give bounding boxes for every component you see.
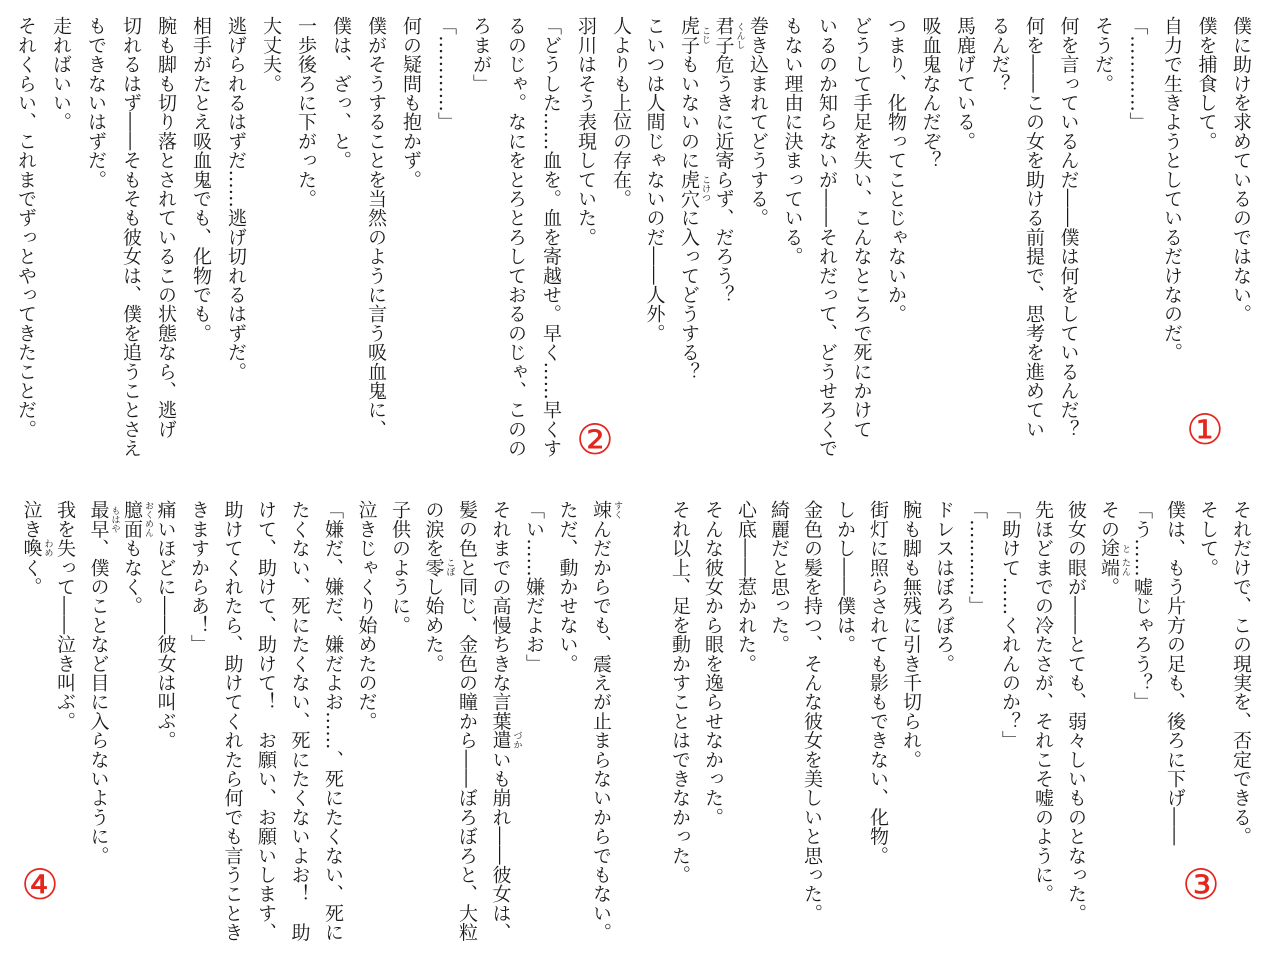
text-column	[288, 16, 323, 466]
ruby-group	[20, 538, 53, 558]
section-2-text	[8, 16, 638, 466]
text-segment: 我を失って――泣き叫ぶ。	[54, 500, 76, 731]
text-segment: く。	[20, 557, 43, 597]
text-segment: し始めた。	[422, 576, 445, 673]
text-column	[1224, 16, 1259, 466]
ruby-annotation: こけつ	[700, 175, 710, 203]
ruby-group	[1098, 557, 1130, 577]
text-segment: 馬鹿げている。	[954, 16, 976, 151]
text-segment: に入ってどうする？	[678, 208, 700, 381]
text-segment: んだからでも、震えが止まらないからでもない。	[590, 519, 612, 942]
text-segment: それくらい、これまでずっとやってきたことだ。	[15, 16, 37, 439]
text-segment: もない理由に決まっている。	[781, 16, 804, 266]
ruby-base-text: 喚	[20, 538, 43, 558]
section-marker-3: ③	[1182, 860, 1220, 909]
text-segment: 街灯に照らされても影もできない、化物。	[867, 500, 889, 865]
ruby-group	[678, 16, 710, 55]
text-column	[663, 500, 696, 950]
text-column	[810, 16, 845, 466]
ruby-annotation: わめ	[42, 539, 53, 557]
text-column	[113, 16, 148, 466]
text-segment: 人よりも上位の存在。	[610, 16, 632, 208]
text-segment: その	[1098, 500, 1120, 539]
text-segment: しかし――僕は。	[834, 500, 856, 654]
ruby-base-text: 虎子	[678, 16, 700, 55]
text-column	[828, 500, 861, 950]
text-segment: どうして手足を失い、こんなところで死にかけて	[850, 16, 873, 439]
ruby-base-text: 端	[1098, 557, 1120, 577]
text-column	[603, 16, 638, 466]
text-segment: 。	[1098, 576, 1120, 597]
text-column	[316, 500, 350, 950]
text-segment: 危うきに近寄らず、だろう？	[712, 54, 735, 305]
text-segment: 「…………」	[1126, 16, 1149, 132]
text-segment: もできないはずだ。	[85, 16, 107, 189]
text-column	[706, 16, 745, 466]
ruby-annotation: もはや	[109, 505, 120, 533]
text-column	[982, 16, 1017, 466]
text-segment: 何を――この女を助ける前提で、思考を進めてい	[1023, 16, 1045, 439]
text-segment: 僕は、もう片方の足も、後ろに下げ――	[1164, 500, 1186, 846]
text-segment: きますからあ！」	[188, 500, 210, 654]
text-segment: 僕に助けを求めているのではない。	[1230, 16, 1252, 324]
text-column	[1086, 16, 1121, 466]
text-segment: 綺麗だと思った。	[768, 500, 790, 654]
text-segment: 痛いほどに――彼女は叫ぶ。	[154, 500, 177, 750]
text-segment: そうだ。	[1092, 16, 1114, 93]
ruby-annotation: こじ	[700, 26, 710, 45]
ruby-group	[422, 557, 455, 577]
ruby-annotation: こぼ	[444, 558, 455, 577]
text-column	[1189, 16, 1224, 466]
text-segment: ろまが」	[470, 16, 492, 93]
text-segment: 「…………」	[966, 500, 988, 616]
text-segment: 大丈夫。	[260, 16, 282, 93]
text-column	[550, 500, 584, 950]
text-column	[498, 16, 533, 466]
text-segment: 自力で生きようとしているだけなのだ。	[1161, 16, 1183, 362]
text-column	[948, 16, 983, 466]
text-column	[1120, 16, 1155, 466]
text-segment: の涙を	[422, 500, 445, 558]
text-column	[393, 16, 428, 466]
ruby-annotation: たん	[1120, 558, 1130, 577]
section-3-text	[663, 500, 1257, 950]
text-segment: るのじゃ。なにをとろとろしておるのじゃ、このの	[505, 16, 527, 458]
text-segment: いるのか知らないが――それだって、どうせろくで	[816, 16, 838, 458]
text-segment: もいないのに	[678, 54, 700, 170]
text-segment: 金色の髪を持つ、そんな彼女を美しいと思った。	[801, 500, 823, 923]
section-4-text	[14, 500, 622, 950]
text-column	[960, 500, 993, 950]
text-segment: つまり、化物ってことじゃないか。	[885, 16, 907, 324]
text-segment: 僕がそうすることを当然のように言う吸血鬼に、	[365, 16, 387, 439]
text-column	[894, 500, 927, 950]
text-column	[81, 500, 120, 950]
text-segment: 腕も脚も無残に引き千切られ。	[900, 500, 922, 769]
text-segment: それだけで、この現実を、否定できる。	[1230, 500, 1252, 846]
ruby-group	[1098, 538, 1130, 558]
text-segment: ドレスはぼろぼろ。	[933, 500, 955, 673]
ruby-group	[712, 16, 745, 55]
text-segment: そんな彼女から眼を逸らせなかった。	[702, 500, 724, 827]
text-segment: 先ほどまでの冷たさが、それこそ嘘のように。	[1032, 500, 1054, 904]
text-column	[861, 500, 894, 950]
ruby-base-text: 遣	[489, 730, 512, 750]
text-segment: 切れるはず――そもそも彼女は、僕を追うことさえ	[120, 16, 142, 458]
text-column	[741, 16, 776, 466]
text-segment: 彼女の眼が――とても、弱々しいものとなった。	[1065, 500, 1087, 923]
ruby-base-text: 零	[422, 557, 445, 577]
text-column	[1224, 500, 1257, 950]
text-segment: 走ればいい。	[50, 16, 72, 132]
text-column	[282, 500, 316, 950]
text-column	[483, 500, 522, 950]
text-segment: 「どうした……血を。血を寄越せ。早く……早くす	[540, 16, 562, 458]
text-column	[517, 500, 551, 950]
text-column	[416, 500, 455, 950]
ruby-base-text: 臆面	[121, 500, 143, 539]
text-column	[672, 16, 710, 466]
text-column	[1051, 16, 1086, 466]
ruby-annotation: すく	[612, 500, 622, 519]
ruby-annotation: づか	[511, 731, 522, 749]
text-column	[696, 500, 729, 950]
text-segment: 助けてくれたら、助けてくれたら何でも言うことき	[221, 500, 244, 942]
text-segment: 僕を捕食して。	[1195, 16, 1218, 151]
text-column	[1092, 500, 1130, 950]
section-1-text	[637, 16, 1258, 466]
ruby-base-text: 虎穴	[678, 169, 700, 209]
text-column	[775, 16, 810, 466]
text-segment: 、僕のことなど目に入らないように。	[87, 538, 110, 865]
text-segment: 子供のように。	[389, 500, 411, 635]
text-segment: 逃げられるはずだ……逃げ切れるはずだ。	[225, 16, 247, 381]
text-column	[637, 16, 672, 466]
text-segment: 髪の色と同じ、金色の瞳から――ぼろぼろと、大粒	[456, 500, 478, 942]
text-column	[428, 16, 463, 466]
text-column	[182, 500, 216, 950]
text-segment: けて、助けて、助けて！ お願い、お願いします、	[255, 500, 277, 942]
section-marker-1: ①	[1186, 405, 1224, 454]
text-column	[148, 16, 183, 466]
text-column	[115, 500, 153, 950]
text-segment: るんだ？	[988, 16, 1011, 93]
ruby-base-text: 竦	[590, 500, 612, 520]
text-segment: もなく。	[121, 538, 143, 616]
text-segment: 吸血鬼なんだぞ？	[919, 16, 942, 170]
text-column	[913, 16, 948, 466]
text-column	[463, 16, 498, 466]
text-segment: 何を言っているんだ――僕は何をしているんだ？	[1057, 16, 1080, 439]
text-column	[1017, 16, 1052, 466]
text-column	[148, 500, 182, 950]
text-column	[568, 16, 603, 466]
text-column	[879, 16, 914, 466]
text-column	[762, 500, 795, 950]
text-column	[349, 500, 383, 950]
ruby-base-text: 君子	[712, 16, 735, 55]
text-column	[249, 500, 283, 950]
text-column	[1155, 16, 1190, 466]
text-segment: いも崩れ――彼女は、	[489, 749, 512, 942]
text-segment: 泣きじゃくり始めたのだ。	[355, 500, 378, 731]
text-segment: そして。	[1197, 500, 1219, 577]
text-segment: 「助けて……くれんのか？」	[999, 500, 1021, 750]
text-segment: 巻き込まれてどうする。	[747, 16, 769, 228]
text-column	[218, 16, 253, 466]
text-segment: 「う……嘘じゃろう？」	[1131, 500, 1153, 712]
ruby-group	[87, 500, 120, 539]
text-column	[183, 16, 218, 466]
text-segment: それ以上、足を動かすことはできなかった。	[669, 500, 691, 884]
text-column	[993, 500, 1026, 950]
text-segment: 「い……嫌だよお」	[523, 500, 545, 673]
ruby-group	[678, 169, 710, 209]
text-segment: 僕は、ざっ、と。	[330, 16, 352, 170]
text-column	[1059, 500, 1092, 950]
text-column	[215, 500, 249, 950]
text-column	[78, 16, 113, 466]
text-column	[323, 16, 358, 466]
text-segment: 何の疑問も抱かず。	[400, 16, 422, 189]
text-segment: 泣き	[20, 500, 43, 539]
text-segment: 相手がたとえ吸血鬼でも、化物でも。	[190, 16, 212, 343]
text-segment: 「…………」	[435, 16, 457, 132]
section-marker-4: ④	[21, 860, 59, 909]
section-marker-2: ②	[576, 415, 614, 464]
text-segment: ただ、動かせない。	[556, 500, 579, 673]
ruby-annotation: おくめん	[143, 501, 153, 538]
ruby-base-text: 最早	[87, 500, 110, 539]
text-segment: こいつは人間じゃないのだ――人外。	[643, 16, 666, 343]
text-column	[795, 500, 828, 950]
text-segment: 心底――惹かれた。	[735, 500, 757, 673]
text-column	[8, 16, 43, 466]
ruby-group	[489, 730, 522, 750]
text-segment: 「嫌だ、嫌だ、嫌だよお……、死にたくない、死に	[322, 500, 344, 942]
text-column	[584, 500, 622, 950]
text-column	[383, 500, 417, 950]
text-column	[43, 16, 78, 466]
text-segment: 羽川はそう表現していた。	[575, 16, 597, 247]
text-segment: たくない、死にたくない、死にたくないよお！ 助	[288, 500, 311, 942]
ruby-annotation: と	[1120, 543, 1130, 553]
text-column	[729, 500, 762, 950]
text-column	[358, 16, 393, 466]
text-column	[253, 16, 288, 466]
ruby-annotation: くんし	[734, 21, 745, 49]
ruby-group	[121, 500, 153, 539]
ruby-base-text: 途	[1098, 538, 1120, 558]
text-segment: 一歩後ろに下がった。	[295, 16, 317, 208]
text-column	[844, 16, 879, 466]
text-column	[1026, 500, 1059, 950]
text-column	[533, 16, 568, 466]
text-column	[927, 500, 960, 950]
text-segment: 腕も脚も切り落とされているこの状態なら、逃げ	[155, 16, 177, 439]
text-segment: それまでの高慢ちきな言葉	[489, 500, 512, 731]
ruby-group	[590, 500, 622, 520]
